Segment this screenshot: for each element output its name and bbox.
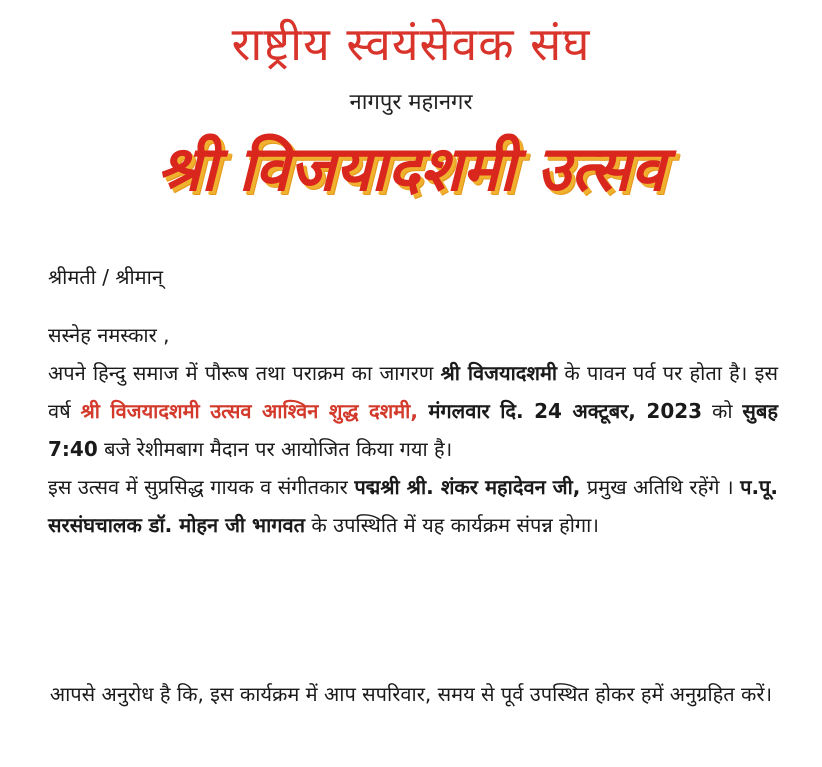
organization-title: राष्ट्रीय स्वयंसेवक संघ — [231, 17, 591, 71]
city-subtitle: नागपुर महानगर — [349, 90, 473, 115]
paragraph-invitation — [48, 354, 778, 468]
p1-time-bold: सुबह 7:40 — [48, 399, 778, 461]
paragraph-guests — [48, 468, 778, 544]
p1-text-3: को — [702, 399, 743, 423]
p1-text-4: बजे रेशीमबाग मैदान पर आयोजित किया गया है। — [97, 437, 453, 461]
p2-text-1: इस उत्सव में सुप्रसिद्ध गायक व संगीतकार — [48, 475, 355, 499]
event-title: श्री विजयादशमी उत्सव — [157, 132, 665, 205]
p1-event-date-red: श्री विजयादशमी उत्सव आश्विन शुद्ध दशमी, — [80, 399, 418, 423]
p2-guest-bold: पद्मश्री श्री. शंकर महादेवन जी, — [354, 475, 581, 499]
salutation: श्रीमती / श्रीमान् — [48, 265, 163, 289]
closing-request: आपसे अनुरोध है कि, इस कार्यक्रम में आप सपरिवार, समय से पूर्व उपस्थित होकर हमें अनुग्रहित करें। — [49, 682, 773, 706]
greeting: सस्नेह नमस्कार , — [48, 323, 170, 347]
p2-text-3: के उपस्थिति में यह कार्यक्रम संपन्न होगा। — [305, 513, 599, 537]
p1-date-bold: मंगलवार दि. 24 अक्टूबर, 2023 — [417, 399, 703, 423]
p1-festival-bold: श्री विजयादशमी — [440, 361, 558, 385]
p1-text-2: के पावन पर्व पर होता है। इस वर्ष — [48, 361, 778, 423]
p2-presence-bold: प.पू. सरसंघचालक डॉ. मोहन जी भागवत — [48, 475, 778, 537]
letter-body — [48, 316, 778, 544]
p1-text-1: अपने हिन्दु समाज में पौरूष तथा पराक्रम का जागरण — [48, 361, 441, 385]
p2-text-2: प्रमुख अतिथि रहेंगे । — [580, 475, 741, 499]
